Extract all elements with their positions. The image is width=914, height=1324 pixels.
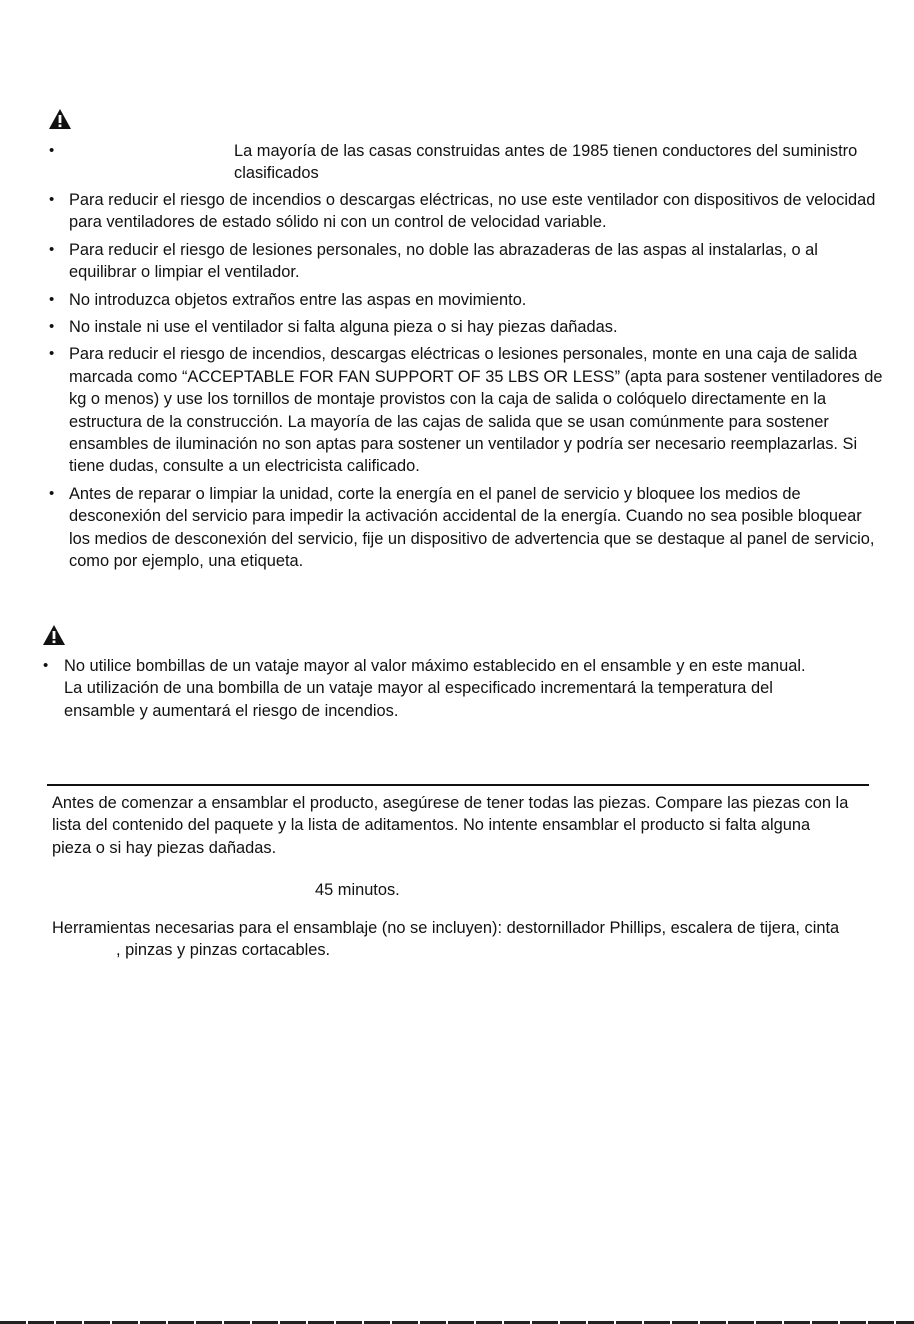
bullet: •	[49, 345, 55, 363]
bullet: •	[49, 318, 55, 336]
bullet: •	[49, 142, 55, 159]
list-item	[0, 189, 914, 234]
assembly-time-value: 45 minutos.	[315, 881, 400, 899]
list-item	[0, 140, 914, 185]
preparation-paragraph: Antes de comenzar a ensamblar el producto, asegúrese de tener todas las piezas. Compare las piezas con la lista del contenido del paquete y la lista de aditamentos. No intente ensamblar el producto si falta alguna pieza o si hay piezas dañadas.	[52, 794, 849, 857]
section-divider	[47, 784, 869, 786]
warning1-rest	[0, 189, 914, 578]
list-item	[0, 483, 914, 573]
warning-list-1	[0, 140, 914, 190]
assembly-time	[52, 879, 892, 901]
warning-triangle-icon	[48, 108, 72, 130]
list-item	[0, 316, 914, 338]
bullet: •	[49, 484, 55, 502]
list-item	[0, 343, 914, 477]
bullet: •	[49, 290, 55, 308]
list-item-text: Para reducir el riesgo de incendios o descargas eléctricas, no use este ventilador con dispositivos de velocidad para ventiladores de estado sólido ni con un control de velocidad variable.	[69, 191, 876, 232]
list-item-text: Para reducir el riesgo de lesiones personales, no doble las abrazaderas de las aspas al instalarlas, o al equilibrar o limpiar el ventilador.	[69, 240, 818, 282]
list-item-text: No instale ni use el ventilador si falta alguna pieza o si hay piezas dañadas.	[69, 318, 618, 337]
tools-paragraph	[52, 917, 852, 962]
bullet: •	[49, 240, 55, 258]
tools-text-1: Herramientas necesarias para el ensamblaje (no se incluyen): destornillador Phillips, escalera de tijera, cinta	[52, 919, 840, 937]
list-item	[0, 239, 914, 284]
bullet: •	[43, 657, 49, 674]
list-item-text: Para reducir el riesgo de incendios, descargas eléctricas o lesiones personales, monte en una caja de salida marcada como “ACCEPTABLE FOR FAN SUPPORT OF 35 LBS OR LESS” (apta para sostener ventiladores de kg o menos) y use los tornillos de montaje provistos con la caja de salida o colóquelo directamente en la estructura de la construcción. La mayoría de las cajas de salida que se usan comúnmente para sostener ensambles de iluminación no son aptas para sostener un ventilador y podría ser necesario reemplazarlas. Si tiene dudas, consulte a un electricista calificado.	[69, 345, 883, 476]
list-item	[0, 289, 914, 311]
warning-triangle-icon	[42, 624, 66, 646]
list-item-text: No utilice bombillas de un vataje mayor al valor máximo establecido en el ensamble y en este manual. La utilización de una bombilla de un vataje mayor al especificado incrementará la temperatura del ensamble y aumentará el riesgo de incendios.	[64, 657, 806, 720]
list-item-text-pre-1985: La mayoría de las casas construidas antes de 1985 tienen conductores del suministro clasificados	[234, 142, 858, 183]
list-item	[0, 655, 914, 722]
list-item-text: Antes de reparar o limpiar la unidad, corte la energía en el panel de servicio y bloquee los medios de desconexión del servicio para impedir la activación accidental de la energía. Cuando no sea posible bloquear los medios de desconexión del servicio, fije un dispositivo de advertencia que se destaque al panel de servicio, como por ejemplo, una etiqueta.	[69, 484, 875, 571]
list-item-text: No introduzca objetos extraños entre las aspas en movimiento.	[69, 290, 527, 309]
bullet: •	[49, 191, 55, 208]
tools-text-2: , pinzas y pinzas cortacables.	[116, 941, 331, 960]
warning-list-2	[0, 655, 914, 727]
